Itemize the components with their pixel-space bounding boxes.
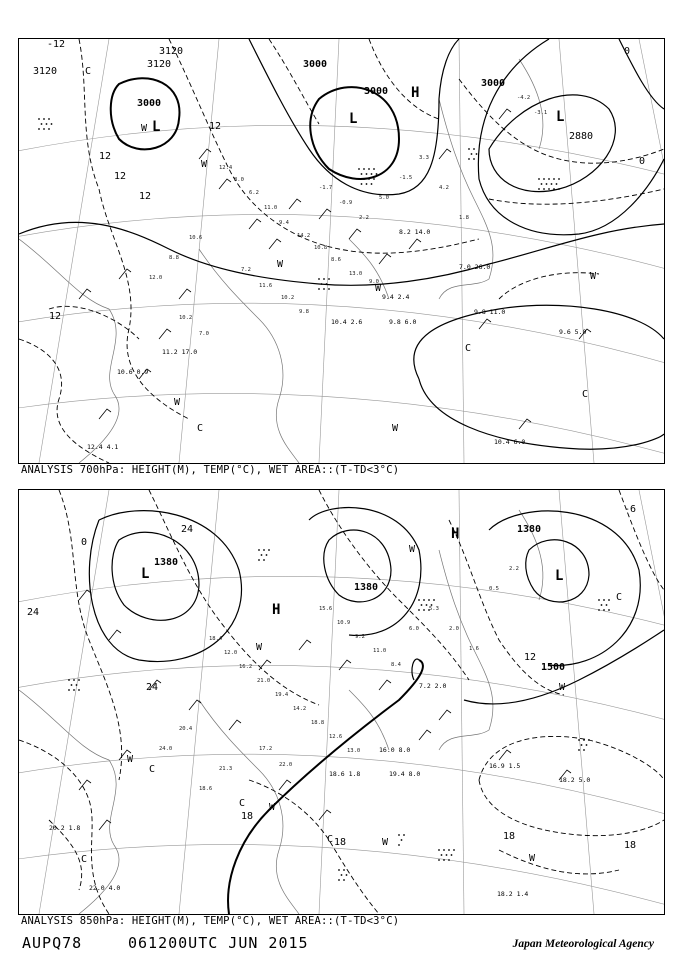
station-obs-850 <box>49 682 590 898</box>
svg-text:-4.2: -4.2 <box>517 95 531 101</box>
station-obs: 7.2 2.0 <box>419 682 447 690</box>
chart-panel-700hpa <box>18 38 665 464</box>
temp-label: 12 <box>114 171 127 182</box>
temp-label: 24 <box>27 607 40 618</box>
height-labels-700 <box>33 46 593 142</box>
temp-label: -6 <box>624 504 637 515</box>
station-obs: 12.4 4.1 <box>87 443 119 451</box>
station-obs: 10.6 0.9 <box>117 368 149 376</box>
cold-marker: C <box>81 854 88 865</box>
warm-marker: W <box>174 397 181 408</box>
low-marker: L <box>556 109 565 125</box>
temp-label: 18 <box>334 837 347 848</box>
cold-marker: C <box>149 764 156 775</box>
svg-text:10.9: 10.9 <box>337 620 351 626</box>
temp-label: 12 <box>524 652 537 663</box>
svg-text:11.6: 11.6 <box>259 283 273 289</box>
svg-text:2.2: 2.2 <box>509 566 519 572</box>
chart-panel-850hpa <box>18 489 665 915</box>
isotherms-700 <box>19 39 664 463</box>
svg-text:10.2: 10.2 <box>281 295 295 301</box>
height-label: 3000 <box>137 98 162 109</box>
warm-marker: W <box>375 283 382 294</box>
height-label: 1380 <box>354 582 379 593</box>
svg-text:12.6: 12.6 <box>329 734 343 740</box>
height-label: 2880 <box>569 131 594 142</box>
warm-marker: W <box>382 837 389 848</box>
svg-text:9.8: 9.8 <box>299 309 309 315</box>
temp-label: 12 <box>99 151 112 162</box>
svg-text:13.0: 13.0 <box>347 748 361 754</box>
temp-label: -12 <box>47 39 66 50</box>
svg-text:16.2: 16.2 <box>239 664 253 670</box>
svg-text:1.8: 1.8 <box>459 215 469 221</box>
height-label: 3000 <box>481 78 506 89</box>
svg-text:12.0: 12.0 <box>149 275 163 281</box>
station-obs: 7.0 26.0 <box>459 263 491 271</box>
height-contours-850 <box>89 508 664 914</box>
cold-marker: C <box>582 389 589 400</box>
svg-text:9.4: 9.4 <box>279 220 289 226</box>
temp-label: 12 <box>49 311 62 322</box>
cold-marker: C <box>197 423 204 434</box>
panel-caption-700: ANALYSIS 700hPa: HEIGHT(M), TEMP(°C), WET AREA::(T-TD<3°C) <box>21 464 400 476</box>
svg-text:11.0: 11.0 <box>373 648 387 654</box>
high-marker: H <box>272 602 281 618</box>
station-obs: 18.2 5.0 <box>559 776 591 784</box>
station-obs: 20.2 1.8 <box>49 824 81 832</box>
height-labels-850 <box>154 524 565 673</box>
svg-text:21.0: 21.0 <box>257 678 271 684</box>
svg-text:24.0: 24.0 <box>159 746 173 752</box>
low-marker: L <box>152 119 161 135</box>
temp-label: 0 <box>81 537 88 548</box>
map-850hpa <box>19 490 664 914</box>
temp-label: 24 <box>146 682 159 693</box>
station-obs: 18.6 1.8 <box>329 770 361 778</box>
svg-text:8.0: 8.0 <box>234 177 244 183</box>
station-obs: 8.2 14.0 <box>399 228 431 236</box>
svg-text:9.0: 9.0 <box>369 279 379 285</box>
low-marker: L <box>349 111 358 127</box>
svg-text:10.6: 10.6 <box>189 235 203 241</box>
high-marker: H <box>411 85 420 101</box>
svg-text:0.5: 0.5 <box>489 586 499 592</box>
panel-caption-850: ANALYSIS 850hPa: HEIGHT(M), TEMP(°C), WET AREA::(T-TD<3°C) <box>21 915 400 927</box>
warm-marker: W <box>590 271 597 282</box>
svg-text:-3.1: -3.1 <box>534 110 548 116</box>
station-obs: 18.2 1.4 <box>497 890 529 898</box>
svg-text:5.0: 5.0 <box>379 195 389 201</box>
cold-marker: C <box>465 343 472 354</box>
coastlines <box>19 510 543 914</box>
valid-time: 061200UTC JUN 2015 <box>128 934 309 952</box>
cold-marker: C <box>327 834 334 845</box>
svg-text:21.3: 21.3 <box>219 766 233 772</box>
low-marker: L <box>555 568 564 584</box>
temp-label: 18 <box>503 831 516 842</box>
svg-text:9.2: 9.2 <box>355 634 365 640</box>
height-label: 3000 <box>364 86 389 97</box>
svg-text:15.6: 15.6 <box>319 606 333 612</box>
high-marker: H <box>451 526 460 542</box>
temp-labels-850 <box>27 504 636 851</box>
svg-text:6.0: 6.0 <box>409 626 419 632</box>
svg-text:3.3: 3.3 <box>419 155 429 161</box>
isotherms-850 <box>19 490 664 914</box>
svg-text:18.8: 18.8 <box>311 720 325 726</box>
svg-text:-1.5: -1.5 <box>399 175 413 181</box>
svg-text:8.8: 8.8 <box>169 255 179 261</box>
cold-marker: C <box>239 798 246 809</box>
svg-text:12.0: 12.0 <box>224 650 238 656</box>
temp-label: 12 <box>209 121 222 132</box>
low-marker: L <box>141 566 150 582</box>
warm-marker: W <box>127 754 134 765</box>
svg-text:10.2: 10.2 <box>179 315 193 321</box>
station-obs: 16.9 1.5 <box>489 762 521 770</box>
warm-marker: W <box>269 802 276 813</box>
station-obs: 19.4 8.0 <box>389 770 421 778</box>
svg-text:2.0: 2.0 <box>449 626 459 632</box>
pressure-systems-700 <box>85 66 597 434</box>
warm-marker: W <box>392 423 399 434</box>
svg-text:12.4: 12.4 <box>219 165 233 171</box>
warm-marker: W <box>141 123 148 134</box>
station-obs: 10.4 2.6 <box>331 318 363 326</box>
cold-marker: C <box>616 592 623 603</box>
svg-text:4.2: 4.2 <box>439 185 449 191</box>
temp-label: 24 <box>181 524 194 535</box>
svg-text:1.6: 1.6 <box>469 646 479 652</box>
height-label: 3000 <box>303 59 328 70</box>
wind-barbs-850 <box>79 590 571 830</box>
temp-label: 0 <box>639 156 646 167</box>
height-label: 3120 <box>33 66 58 77</box>
temp-label: 12 <box>139 191 152 202</box>
station-obs: 9.8 6.0 <box>389 318 417 326</box>
height-label: 1380 <box>154 557 179 568</box>
svg-text:5.3: 5.3 <box>429 606 439 612</box>
svg-text:22.0: 22.0 <box>279 762 293 768</box>
height-label: 3120 <box>159 46 184 57</box>
svg-text:2.2: 2.2 <box>359 215 369 221</box>
warm-marker: W <box>277 259 284 270</box>
svg-text:19.4: 19.4 <box>275 692 289 698</box>
temp-label: 0 <box>624 46 631 57</box>
temp-label: 18 <box>624 840 637 851</box>
svg-text:6.2: 6.2 <box>249 190 259 196</box>
station-obs: 22.0 4.0 <box>89 884 121 892</box>
svg-text:18.6: 18.6 <box>199 786 213 792</box>
height-label: 1500 <box>541 662 566 673</box>
svg-text:18.4: 18.4 <box>209 636 223 642</box>
agency-name: Japan Meteorological Agency <box>512 938 654 950</box>
warm-marker: W <box>529 853 536 864</box>
svg-text:-0.9: -0.9 <box>339 200 353 206</box>
svg-text:13.0: 13.0 <box>349 271 363 277</box>
svg-text:14.2: 14.2 <box>297 233 311 239</box>
svg-text:7.0: 7.0 <box>199 331 209 337</box>
wind-barbs-700 <box>79 109 594 429</box>
temp-labels-700 <box>47 39 645 322</box>
svg-text:11.0: 11.0 <box>264 205 278 211</box>
svg-text:7.2: 7.2 <box>241 267 251 273</box>
svg-text:17.2: 17.2 <box>259 746 273 752</box>
svg-text:20.4: 20.4 <box>179 726 193 732</box>
height-label: 1380 <box>517 524 542 535</box>
map-700hpa <box>19 39 664 463</box>
warm-marker: W <box>559 682 566 693</box>
station-obs: 9.8 11.0 <box>474 308 506 316</box>
cold-marker: C <box>85 66 92 77</box>
svg-text:10.8: 10.8 <box>314 245 328 251</box>
warm-marker: W <box>201 159 208 170</box>
station-obs: 9.6 5.0 <box>559 328 587 336</box>
height-label: 3120 <box>147 59 172 70</box>
station-obs: 11.2 17.0 <box>162 348 198 356</box>
svg-text:-1.7: -1.7 <box>319 185 333 191</box>
svg-text:8.6: 8.6 <box>331 257 341 263</box>
wet-areas-850 <box>68 549 610 881</box>
longitude-lines <box>39 490 664 914</box>
station-obs: 9.4 2.4 <box>382 293 410 301</box>
warm-marker: W <box>409 544 416 555</box>
station-obs: 10.4 6.0 <box>494 438 526 446</box>
station-obs: 16.0 8.0 <box>379 746 411 754</box>
product-code: AUPQ78 <box>22 934 83 952</box>
height-contours-700 <box>19 39 664 449</box>
warm-marker: W <box>256 642 263 653</box>
temp-label: 18 <box>241 811 254 822</box>
svg-text:8.4: 8.4 <box>391 662 401 668</box>
svg-text:14.2: 14.2 <box>293 706 307 712</box>
